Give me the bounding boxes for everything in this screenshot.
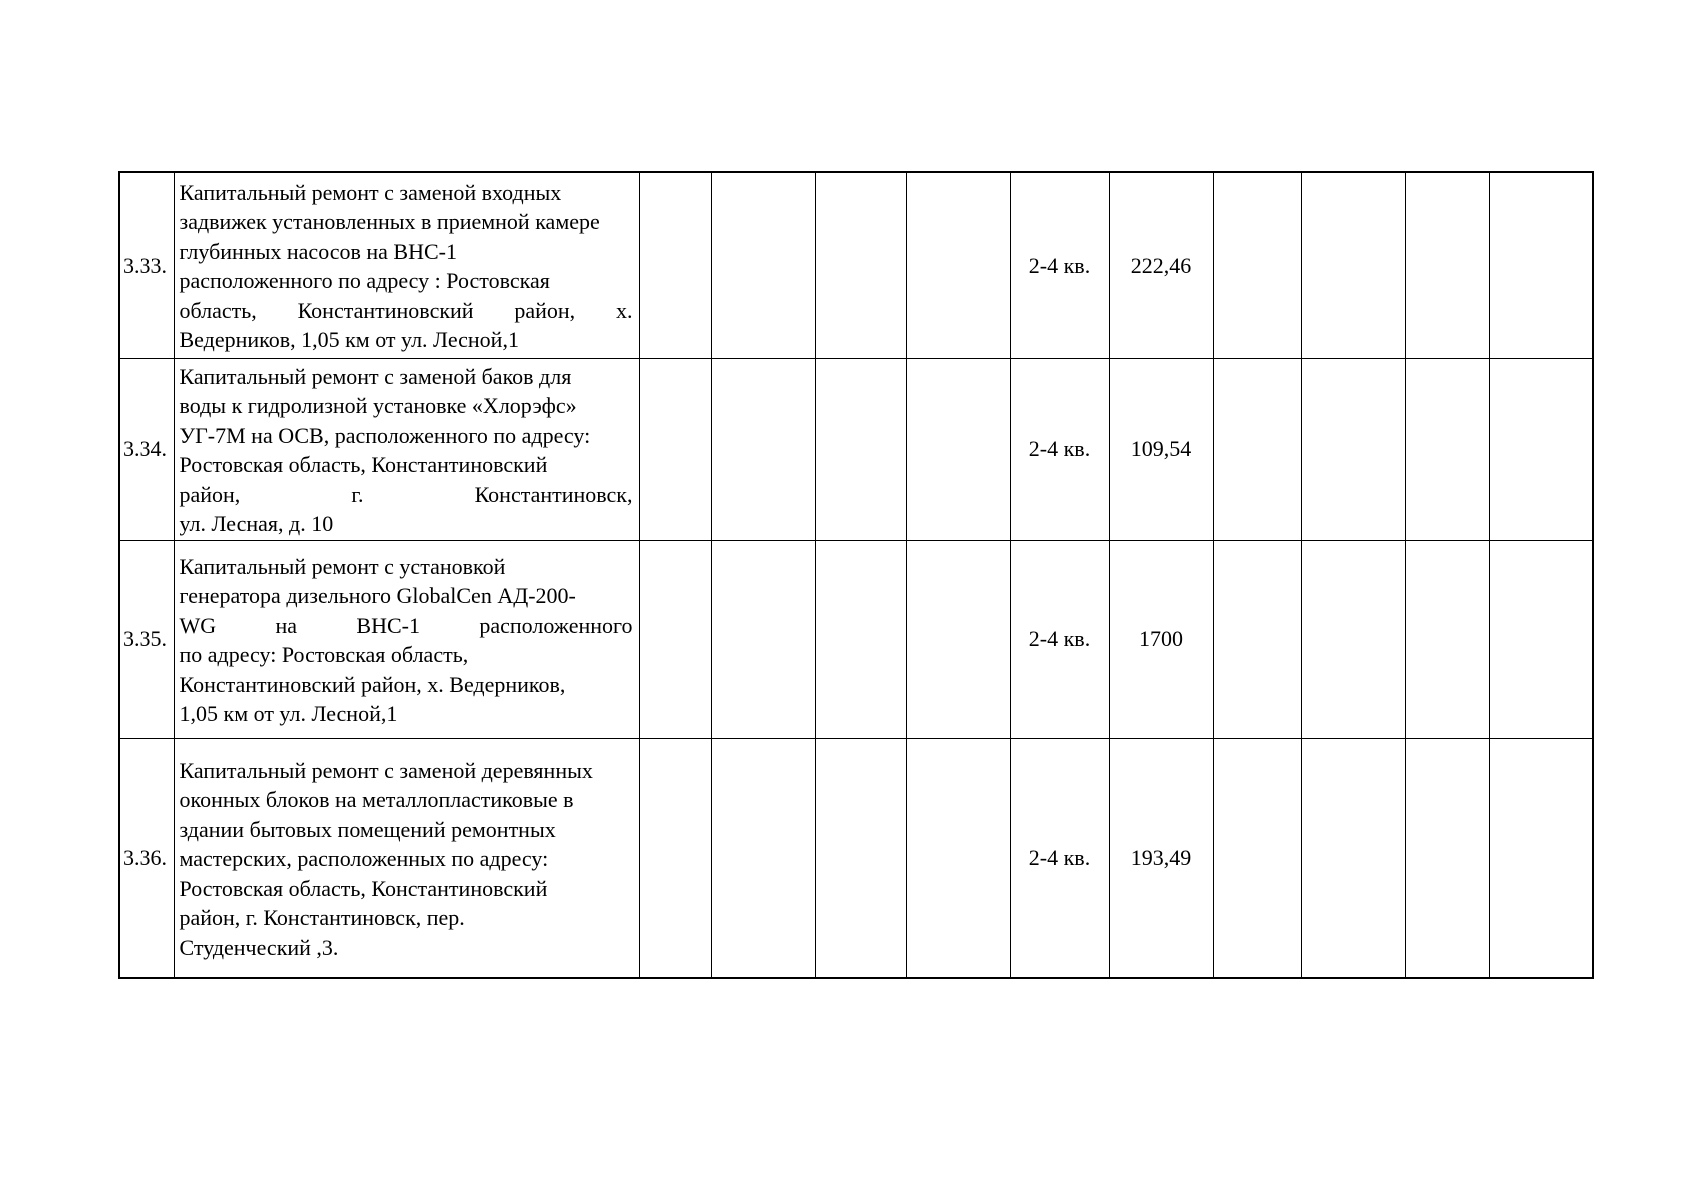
period-cell: 2-4 кв. bbox=[1010, 172, 1109, 358]
empty-cell bbox=[1301, 172, 1405, 358]
empty-cell bbox=[1405, 738, 1489, 978]
period-cell: 2-4 кв. bbox=[1010, 738, 1109, 978]
description-line: ул. Лесная, д. 10 bbox=[179, 511, 334, 536]
empty-cell bbox=[1489, 540, 1593, 738]
empty-cell bbox=[815, 738, 906, 978]
description-line: 1,05 км от ул. Лесной,1 bbox=[179, 701, 398, 726]
empty-cell bbox=[1489, 738, 1593, 978]
description-line: здании бытовых помещений ремонтных bbox=[179, 816, 556, 842]
empty-cell bbox=[1489, 358, 1593, 540]
amount-cell: 109,54 bbox=[1109, 358, 1213, 540]
work-description bbox=[174, 738, 639, 978]
work-plan-table bbox=[118, 171, 1594, 979]
empty-cell bbox=[1213, 540, 1301, 738]
empty-cell bbox=[639, 540, 711, 738]
empty-cell bbox=[711, 172, 815, 358]
work-description bbox=[174, 172, 639, 358]
table-row bbox=[119, 358, 1593, 540]
empty-cell bbox=[1301, 358, 1405, 540]
row-number: 3.33. bbox=[119, 172, 174, 358]
description-line: мастерских, расположенных по адресу: bbox=[179, 846, 549, 871]
table-row bbox=[119, 540, 1593, 738]
work-description bbox=[174, 358, 639, 540]
description-line: район, г. Константиновск, bbox=[179, 481, 633, 507]
amount-cell: 193,49 bbox=[1109, 738, 1213, 978]
empty-cell bbox=[1213, 738, 1301, 978]
description-line: генератора дизельного GlobalCen АД-200- bbox=[179, 583, 576, 608]
row-number: 3.35. bbox=[119, 540, 174, 738]
empty-cell bbox=[1301, 540, 1405, 738]
description-line: оконных блоков на металлопластиковые в bbox=[179, 787, 574, 812]
description-line: Ростовская область, Константиновский bbox=[179, 452, 548, 477]
empty-cell bbox=[639, 358, 711, 540]
description-line: глубинных насосов на ВНС-1 bbox=[179, 238, 457, 264]
empty-cell bbox=[711, 738, 815, 978]
table-row bbox=[119, 172, 1593, 358]
description-line: задвижек установленных в приемной камере bbox=[179, 209, 600, 235]
empty-cell bbox=[1405, 358, 1489, 540]
description-line: Константиновский район, х. Ведерников, bbox=[179, 671, 566, 697]
work-description bbox=[174, 540, 639, 738]
empty-cell bbox=[639, 738, 711, 978]
empty-cell bbox=[815, 540, 906, 738]
empty-cell bbox=[1405, 172, 1489, 358]
description-line: воды к гидролизной установке «Хлорэфс» bbox=[179, 393, 577, 418]
description-line: Капитальный ремонт с заменой деревянных bbox=[179, 757, 593, 783]
empty-cell bbox=[711, 540, 815, 738]
empty-cell bbox=[815, 358, 906, 540]
row-number: 3.34. bbox=[119, 358, 174, 540]
amount-cell: 1700 bbox=[1109, 540, 1213, 738]
empty-cell bbox=[1405, 540, 1489, 738]
table-row bbox=[119, 738, 1593, 978]
amount-cell: 222,46 bbox=[1109, 172, 1213, 358]
description-line: Студенческий ,3. bbox=[179, 934, 339, 960]
period-cell: 2-4 кв. bbox=[1010, 540, 1109, 738]
period-cell: 2-4 кв. bbox=[1010, 358, 1109, 540]
empty-cell bbox=[815, 172, 906, 358]
description-line: расположенного по адресу : Ростовская bbox=[179, 268, 550, 294]
empty-cell bbox=[1213, 358, 1301, 540]
description-line: Ростовская область, Константиновский bbox=[179, 875, 548, 901]
empty-cell bbox=[711, 358, 815, 540]
description-line: область, Константиновский район, х. bbox=[179, 297, 633, 323]
empty-cell bbox=[1213, 172, 1301, 358]
description-line: Капитальный ремонт с установкой bbox=[179, 553, 506, 579]
empty-cell bbox=[1301, 738, 1405, 978]
description-line: WG на ВНС-1 расположенного bbox=[179, 612, 633, 638]
empty-cell bbox=[906, 738, 1010, 978]
description-line: Капитальный ремонт с заменой баков для bbox=[179, 363, 572, 389]
row-number: 3.36. bbox=[119, 738, 174, 978]
description-line: Ведерников, 1,05 км от ул. Лесной,1 bbox=[179, 327, 519, 353]
empty-cell bbox=[1489, 172, 1593, 358]
empty-cell bbox=[906, 358, 1010, 540]
description-line: УГ-7М на ОСВ, расположенного по адресу: bbox=[179, 422, 591, 448]
description-line: по адресу: Ростовская область, bbox=[179, 642, 469, 667]
empty-cell bbox=[906, 540, 1010, 738]
empty-cell bbox=[906, 172, 1010, 358]
description-line: район, г. Константиновск, пер. bbox=[179, 905, 465, 930]
empty-cell bbox=[639, 172, 711, 358]
description-line: Капитальный ремонт с заменой входных bbox=[179, 179, 562, 205]
